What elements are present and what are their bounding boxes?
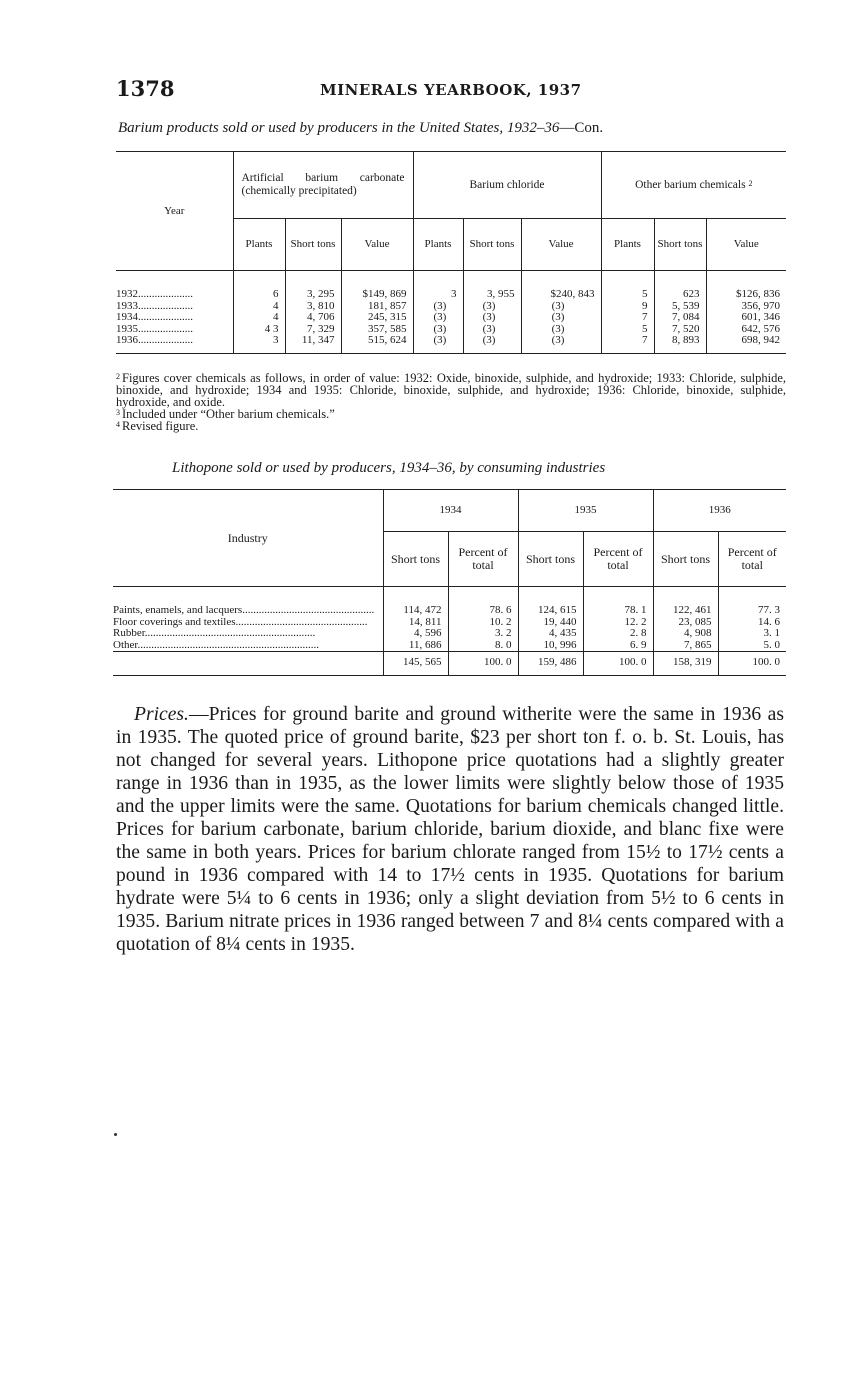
subheader-short-tons: Short tons [285,219,341,271]
footnote-text: Figures cover chemicals as follows, in order of value: 1932: Oxide, binoxide, sulphide, and hydroxide; 1933: Chloride, sulphide, binoxide, and hydroxide; 1934 and 1935: Chloride, binoxide, sulphide, and hydroxide; 1936: Chloride, binoxide, sulphide, hydroxide, and oxide. [116,371,786,409]
subheader-percent-of-total: Percent of total [718,532,786,587]
table-cell: $126, 836 [736,288,780,300]
table-cell: (3) [463,301,521,313]
table-cell: $149, 869 [341,271,413,301]
table-cell: 124, 615 [518,587,583,617]
table-cell: 4 3 [233,324,285,336]
subheader-percent-of-total: Percent of total [583,532,653,587]
subheader-short-tons: Short tons [518,532,583,587]
table-cell: (3) [413,324,463,336]
table-cell: 8, 893 [654,335,706,353]
industry-label: Rubber.............................................................. [113,628,383,640]
table-cell: 4, 706 [285,312,341,324]
table-cell: 623 [654,271,706,301]
table-cell: 245, 315 [341,312,413,324]
table-cell: 14, 811 [383,617,448,629]
table-cell: 100. 0 [583,652,653,676]
table-cell: 7 [601,312,654,324]
table-cell: 10. 2 [448,617,518,629]
footnote-mark: 4 [116,420,120,429]
year-label: 1932.................... [116,271,233,301]
prices-text: —Prices for ground barite and ground witherite were the same in 1936 as in 1935. The quoted price of ground barite, $23 per short ton f. o. b. St. Louis, has not changed for several years. Lithopone price quotations had a slightly greater range in 1936 than in 1935, as the lower limits were slightly below those of 1935 and the upper limits were the same. Quotations for barium chemicals changed little. Prices for barium carbonate, barium chloride, barium dioxide, and blanc fixe were the same in both years. Prices for barium chlorate ranged from 15½ to 17½ cents a pound in 1936 compared with 14 to 17½ cents in 1935. Quotations for barium hydrate were 5¼ to 6 cents in 1936; only a slight deviation from 5½ to 6 cents in 1935. Barium nitrate prices in 1936 ranged between 7 and 8¼ cents compared with a quotation of 8¼ cents in 1935. [116,704,784,955]
table-cell: 14. 6 [758,615,780,628]
year-label: 1934.................... [116,312,233,324]
footnote-mark: 3 [116,408,120,417]
barium-products-table [116,151,786,354]
table-cell: 3, 955 [463,271,521,301]
group-header-carbonate: Artificial barium carbonate (chemically precipitated) [233,152,413,219]
table-cell: (3) [521,312,601,324]
footnote-text: Revised figure. [122,419,199,433]
table-cell: 357, 585 [341,324,413,336]
table-cell: 356, 970 [741,299,780,312]
table-cell: (3) [413,335,463,353]
table-cell: 159, 486 [518,652,583,676]
table-cell: (3) [521,324,601,336]
table-cell: 19, 440 [518,617,583,629]
table-cell: 11, 347 [285,335,341,353]
table-cell: 6. 9 [583,640,653,652]
subheader-value: Value [521,219,601,271]
table-cell: 78. 1 [583,587,653,617]
table-cell: (3) [413,301,463,313]
table-cell: 3 [233,335,285,353]
subheader-plants: Plants [233,219,285,271]
table-cell: 3 [413,271,463,301]
table2-caption: Lithopone sold or used by producers, 1934–36, by consuming industries [172,460,606,476]
subheader-value: Value [706,219,786,271]
table-row [113,587,786,617]
table-cell: 3. 1 [763,627,780,639]
table-cell: 7, 520 [654,324,706,336]
footnote-mark: 2 [116,372,120,381]
table-cell: 9 [601,301,654,313]
prices-section [116,703,784,956]
table-cell: (3) [463,335,521,353]
year-label: 1933.................... [116,301,233,313]
table-row [116,335,786,353]
footnote-text: Included under “Other barium chemicals.” [122,407,335,421]
table-cell: 3, 810 [285,301,341,313]
subheader-percent-of-total: Percent of total [448,532,518,587]
table-cell: 100. 0 [718,652,786,676]
page-number: 1378 [116,76,175,101]
subheader-plants: Plants [601,219,654,271]
footnotes [116,372,786,432]
table-cell: $240, 843 [521,271,601,301]
table-cell: 78. 6 [448,587,518,617]
subheader-short-tons: Short tons [383,532,448,587]
totals-row [113,652,786,676]
table-cell: 3, 295 [285,271,341,301]
prices-paragraph [116,703,784,956]
table-cell: (3) [413,312,463,324]
industry-label: Paints, enamels, and lacquers................................................ [113,587,383,617]
table-row [113,640,786,652]
table-cell: (3) [521,335,601,353]
group-header-other-chemicals [601,152,786,219]
year-header-1934: 1934 [383,490,518,532]
table-cell: 77. 3 [758,604,780,616]
table-cell: 100. 0 [448,652,518,676]
table-cell: 601, 346 [741,311,780,323]
table-cell: 12. 2 [583,617,653,629]
year-header-1935: 1935 [518,490,653,532]
group-header-chloride: Barium chloride [413,152,601,219]
industry-column-header: Industry [113,490,383,587]
footnote-4 [116,420,786,432]
table-cell: 5, 539 [654,301,706,313]
table-cell: 7 [601,335,654,353]
table-cell: 5 [601,324,654,336]
table-cell: (3) [521,301,601,313]
subheader-short-tons: Short tons [463,219,521,271]
table-cell: 181, 857 [341,301,413,313]
totals-label-blank [113,652,383,676]
table-cell: 4 [233,301,285,313]
year-header-1936: 1936 [653,490,786,532]
industry-label: Other.................................................................. [113,640,383,652]
table-cell: 11, 686 [383,640,448,652]
table-cell: 2. 8 [583,628,653,640]
footnote-2 [116,372,786,408]
year-label: 1936.................... [116,335,233,353]
subheader-value: Value [341,219,413,271]
industry-label: Floor coverings and textiles................................................ [113,617,383,629]
subheader-short-tons: Short tons [654,219,706,271]
table-cell: 7, 084 [654,312,706,324]
table-cell: 3. 2 [448,628,518,640]
table-cell: 10, 996 [518,640,583,652]
table1-caption-title: Barium products sold or used by producers in the United States, 1932–36 [118,120,560,136]
table-row [116,271,786,301]
table-cell: 122, 461 [653,587,718,617]
table-cell: 114, 472 [383,587,448,617]
table-cell: 158, 319 [653,652,718,676]
table1-caption [118,120,603,137]
footnote-3 [116,408,786,420]
table-row [116,312,786,324]
table-cell: 4, 596 [383,628,448,640]
table-cell: 7, 329 [285,324,341,336]
table-cell: 6 [233,271,285,301]
running-head: MINERALS YEARBOOK, 1937 [320,81,582,99]
subheader-short-tons: Short tons [653,532,718,587]
table-cell: (3) [463,312,521,324]
group-header-other-label: Other barium chemicals [635,178,746,191]
table-cell: 698, 942 [706,335,786,353]
footnote-ref-2: 2 [748,178,753,188]
table-cell: 8. 0 [448,640,518,652]
table-cell: 515, 624 [341,335,413,353]
table-row [113,628,786,640]
table-cell: 5. 0 [763,638,780,651]
table-cell: 4 [233,312,285,324]
subheader-plants: Plants [413,219,463,271]
stray-mark [114,1133,117,1136]
year-label: 1935.................... [116,324,233,336]
prices-lead: Prices. [134,704,189,725]
year-column-header: Year [116,152,233,271]
table-cell: 23, 085 [653,617,718,629]
table-cell: (3) [463,324,521,336]
table-cell: 5 [601,271,654,301]
table1-caption-suffix: —Con. [559,120,604,136]
table-cell: 7, 865 [653,640,718,652]
table-cell: 145, 565 [383,652,448,676]
lithopone-table [113,489,786,676]
table-cell: 4, 435 [518,628,583,640]
table-cell: 642, 576 [741,322,780,335]
table-cell: 4, 908 [653,628,718,640]
